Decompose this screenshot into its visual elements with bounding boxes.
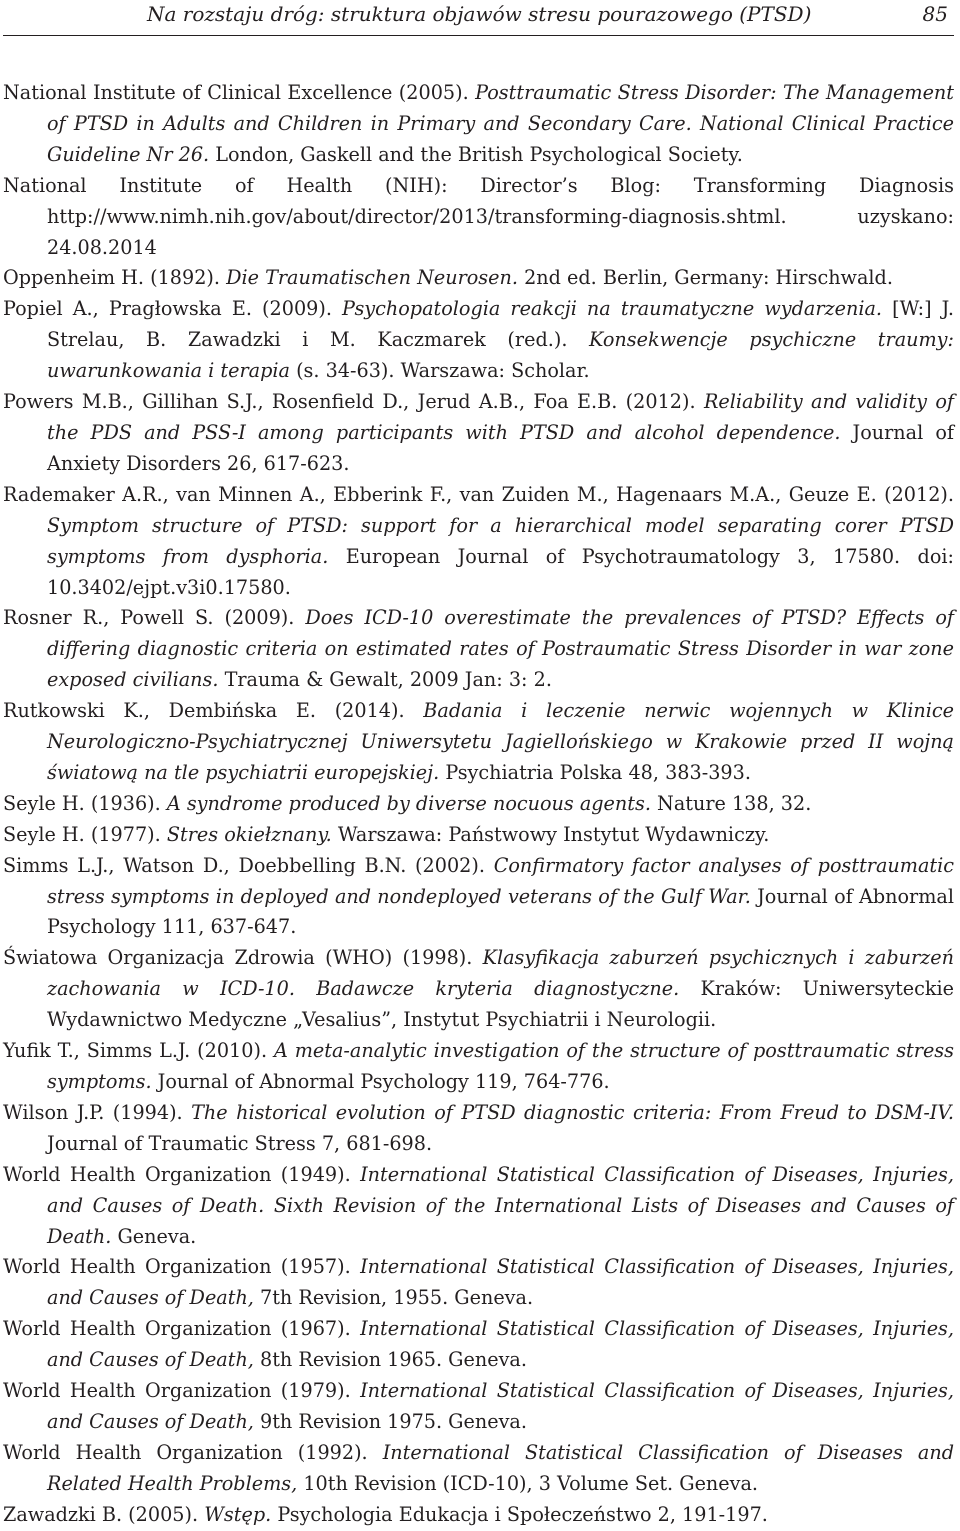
reference-item: Zawadzki B. (2005). Wstęp. Psychologia Edukacja i Społeczeństwo 2, 191-197. <box>3 1502 768 1526</box>
running-header <box>3 0 954 36</box>
reference-item: Seyle H. (1977). Stres okiełznany. Warszawa: Państwowy Instytut Wydawniczy. <box>3 822 770 846</box>
reference-item: Rademaker A.R., van Minnen A., Ebberink F., van Zuiden M., Hagenaars M.A., Geuze E. (2012). Symptom structure of PTSD: support for a hierarchical model separating corer PTSD symptoms from dysphoria. European Journal of Psychotraumatology 3, 17580. doi: 10.3402/ejpt.v3i0.17580. <box>3 482 954 599</box>
reference-item: Wilson J.P. (1994). The historical evolution of PTSD diagnostic criteria: From Freud to DSM-IV. Journal of Traumatic Stress 7, 681-698. <box>3 1100 954 1155</box>
reference-item: Yufik T., Simms L.J. (2010). A meta-analytic investigation of the structure of posttraumatic stress symptoms. Journal of Abnormal Psychology 119, 764-776. <box>3 1039 954 1093</box>
reference-item: World Health Organization (1957). International Statistical Classification of Diseases, Injuries, and Causes of Death, 7th Revision, 1955. Geneva. <box>3 1255 954 1310</box>
reference-item: Oppenheim H. (1892). Die Traumatischen Neurosen. 2nd ed. Berlin, Germany: Hirschwald. <box>3 266 893 290</box>
reference-item: Rosner R., Powell S. (2009). Does ICD-10 overestimate the prevalences of PTSD? Effects of differing diagnostic criteria on estimated rates of Postraumatic Stress Disorder in war zone exposed civilians. Trauma & Gewalt, 2009 Jan: 3: 2. <box>3 606 954 692</box>
reference-item: World Health Organization (1949). International Statistical Classification of Diseases, Injuries, and Causes of Death. Sixth Revision of the International Lists of Diseases and Causes of Death. Geneva. <box>3 1162 954 1248</box>
reference-item: National Institute of Health (NIH): Director’s Blog: Transforming Diagnosis http://www.nimh.nih.gov/about/director/2013/transforming-diagnosis.shtml. uzyskano: 24.08.2014 <box>3 173 954 259</box>
running-title: Na rozstaju dróg: struktura objawów stresu pourazowego (PTSD) <box>147 2 812 26</box>
reference-list <box>3 78 954 1531</box>
reference-item: Popiel A., Pragłowska E. (2009). Psychopatologia reakcji na traumatyczne wydarzenia. [W:] J. Strelau, B. Zawadzki i M. Kaczmarek (red.). Konsekwencje psychiczne traumy: uwarunkowania i terapia (s. 34-63). Warszawa: Scholar. <box>3 297 954 383</box>
reference-item: World Health Organization (1979). International Statistical Classification of Diseases, Injuries, and Causes of Death, 9th Revision 1975. Geneva. <box>3 1379 954 1433</box>
reference-item: Powers M.B., Gillihan S.J., Rosenfield D., Jerud A.B., Foa E.B. (2012). Reliability and validity of the PDS and PSS-I among participants with PTSD and alcohol dependence. Journal of Anxiety Disorders 26, 617-623. <box>3 390 954 475</box>
reference-item: National Institute of Clinical Excellence (2005). Posttraumatic Stress Disorder: The Management of PTSD in Adults and Children in Primary and Secondary Care. National Clinical Practice Guideline Nr 26. London, Gaskell and the British Psychological Society. <box>3 81 954 166</box>
reference-item: Światowa Organizacja Zdrowia (WHO) (1998). Klasyfikacja zaburzeń psychicznych i zaburzeń zachowania w ICD-10. Badawcze kryteria diagnostyczne. Kraków: Uniwersyteckie Wydawnictwo Medyczne „Vesalius”, Instytut Psychiatrii i Neurologii. <box>3 946 954 1032</box>
reference-item: World Health Organization (1992). International Statistical Classification of Diseases and Related Health Problems, 10th Revision (ICD-10), 3 Volume Set. Geneva. <box>3 1440 954 1495</box>
page-number: 85 <box>922 2 948 26</box>
reference-item: Simms L.J., Watson D., Doebbelling B.N. (2002). Confirmatory factor analyses of posttraumatic stress symptoms in deployed and nondeployed veterans of the Gulf War. Journal of Abnormal Psychology 111, 637-647. <box>3 853 954 939</box>
reference-item: World Health Organization (1967). International Statistical Classification of Diseases, Injuries, and Causes of Death, 8th Revision 1965. Geneva. <box>3 1317 954 1372</box>
reference-item: Seyle H. (1936). A syndrome produced by diverse nocuous agents. Nature 138, 32. <box>3 791 812 815</box>
reference-item: Rutkowski K., Dembińska E. (2014). Badania i leczenie nerwic wojennych w Klinice Neurologiczno-Psychiatrycznej Uniwersytetu Jagiellońskiego w Krakowie przed II wojną światową na tle psychiatrii europejskiej. Psychiatria Polska 48, 383-393. <box>3 699 954 784</box>
